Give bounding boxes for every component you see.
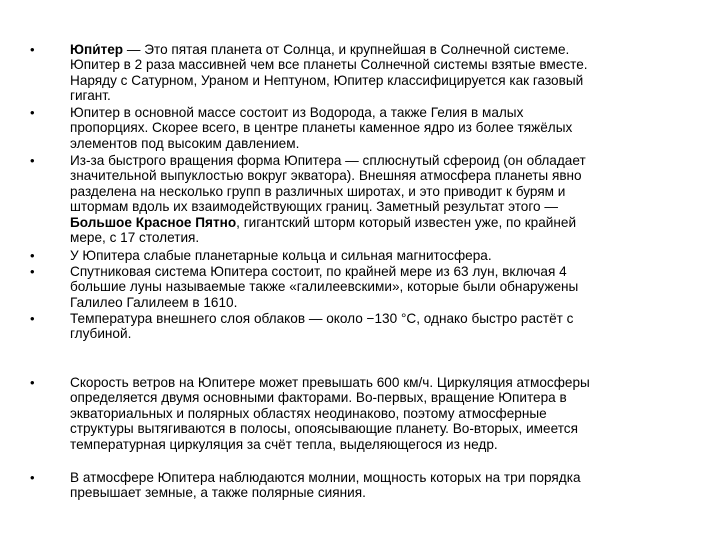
bold-term: Большое Красное Пятно	[70, 214, 237, 230]
text-line	[70, 136, 690, 151]
text-run: штормам вдоль их взаимодействующих границ. Заметный результат этого —	[70, 199, 558, 215]
text-line	[70, 264, 690, 279]
text-line	[70, 57, 690, 72]
text-line	[70, 437, 690, 452]
bullet-marker: •	[30, 311, 35, 326]
bullet-text	[70, 470, 690, 501]
text-run: Температура внешнего слоя облаков — около −130 °C, однако быстро растёт с	[70, 311, 574, 326]
text-run: превышает земные, а также полярные сияния.	[70, 485, 366, 501]
text-run: структуры вытягиваются в полосы, опоясывающие планету. Во-вторых, имеется	[70, 421, 578, 437]
text-line	[70, 88, 690, 103]
text-line	[70, 326, 690, 341]
text-run: Скорость ветров на Юпитере может превышать 600 км/ч. Циркуляция атмосферы	[70, 375, 590, 390]
bullet-marker: •	[30, 248, 35, 263]
text-line	[70, 470, 690, 485]
text-run: мере, с 17 столетия.	[70, 230, 200, 246]
bullet-marker: •	[30, 153, 35, 168]
bullet-marker: •	[30, 105, 35, 120]
text-run: разделена на несколько групп в различных широтах, и это приводит к бурям и	[70, 183, 566, 199]
text-line	[70, 421, 690, 436]
bullet-text	[70, 105, 690, 151]
text-line	[70, 184, 690, 199]
bold-term: Юпи́тер	[70, 42, 124, 57]
text-line	[70, 73, 690, 88]
text-run: Спутниковая система Юпитера состоит, по крайней мере из 63 лун, включая 4	[70, 264, 567, 279]
text-line	[70, 295, 690, 310]
text-run: Наряду с Сатурном, Ураном и Нептуном, Юпитер классифицируется как газовый	[70, 72, 584, 88]
text-run: Юпитер в 2 раза массивней чем все планеты Солнечной системы взятые вместе.	[70, 57, 588, 73]
text-line	[70, 390, 690, 405]
bullet-text	[70, 264, 690, 310]
text-run: Из-за быстрого вращения форма Юпитера — сплюснутый сфероид (он обладает	[70, 153, 586, 168]
bullet-marker: •	[30, 42, 35, 57]
text-line	[70, 105, 690, 120]
bullet-text	[70, 153, 690, 245]
text-run: Юпитер в основной массе состоит из Водорода, а также Гелия в малых	[70, 105, 524, 120]
bullet-marker: •	[30, 470, 35, 485]
text-line	[70, 230, 690, 245]
text-line	[70, 279, 690, 294]
bullet-text	[70, 375, 690, 452]
text-run: — Это пятая планета от Солнца, и крупнейшая в Солнечной системе.	[123, 42, 570, 57]
bullet-marker: •	[30, 375, 35, 390]
text-line	[70, 375, 690, 390]
text-line	[70, 406, 690, 421]
text-run: гигант.	[70, 88, 111, 104]
text-run: Галилео Галилеем в 1610.	[70, 294, 238, 310]
text-line	[70, 168, 690, 183]
text-line	[70, 199, 690, 214]
text-run: значительной выпуклостью вокруг экватора). Внешняя атмосфера планеты явно	[70, 168, 582, 184]
text-line	[70, 248, 690, 263]
text-line	[70, 215, 690, 230]
bullet-text	[70, 311, 690, 342]
text-run: У Юпитера слабые планетарные кольца и сильная магнитосфера.	[70, 248, 492, 263]
bullet-text	[70, 248, 690, 263]
text-run: температурная циркуляция за счёт тепла, выделяющегося из недр.	[70, 436, 498, 452]
text-run: большие луны называемые также «галилеевскими», которые были обнаружены	[70, 279, 579, 295]
text-run: , гигантский шторм который известен уже, по крайней	[236, 214, 577, 230]
bullet-marker: •	[30, 264, 35, 279]
text-line	[70, 42, 690, 57]
text-line	[70, 485, 690, 500]
text-run: В атмосфере Юпитера наблюдаются молнии, мощность которых на три порядка	[70, 470, 581, 485]
text-run: глубиной.	[70, 326, 132, 342]
text-line	[70, 120, 690, 135]
text-run: элементов под высоким давлением.	[70, 135, 300, 151]
text-line	[70, 311, 690, 326]
text-run: определяется двумя основными факторами. Во-первых, вращение Юпитера в	[70, 390, 567, 406]
bullet-text	[70, 42, 690, 104]
text-run: пропорциях. Скорее всего, в центре планеты каменное ядро из более тяжёлых	[70, 120, 573, 136]
text-run: экваториальных и полярных областях неодинаково, поэтому атмосферные	[70, 405, 547, 421]
text-line	[70, 153, 690, 168]
